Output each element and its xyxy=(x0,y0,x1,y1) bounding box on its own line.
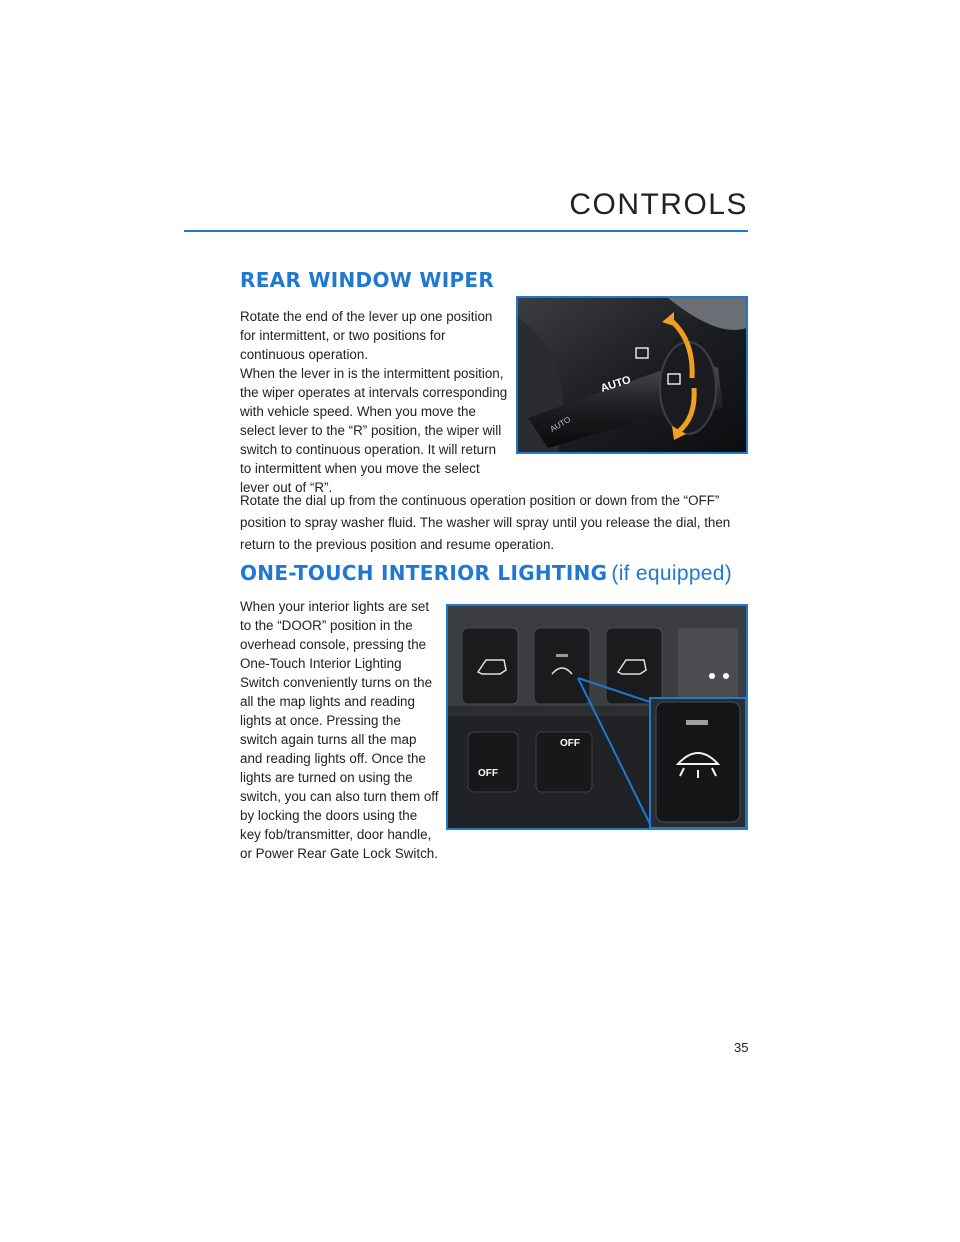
rear-wiper-heading: REAR WINDOW WIPER xyxy=(240,268,495,292)
lighting-switch-photo xyxy=(446,604,748,830)
auto-side-label: AUTO xyxy=(548,414,573,434)
rear-wiper-paragraph-3: Rotate the dial up from the continuous operation position or down from the “OFF” position to spray washer fluid. The washer will spray until you release the dial, then return to the previous position and resume operation. xyxy=(240,493,731,552)
rear-wiper-paragraph-2: When the lever in is the intermittent position, the wiper operates at intervals corresponding with vehicle speed. When you move the select lever to the “R” position, the wiper will switch to continuous operation. It will return to intermittent when you move the select lever out of “R”. xyxy=(240,366,508,495)
indicator-lamp-icon xyxy=(686,720,708,725)
section-header: CONTROLS xyxy=(569,188,748,221)
lighting-switch-illustration xyxy=(448,606,746,828)
rear-wiper-paragraph-1: Rotate the end of the lever up one position for intermittent, or two positions for continuous operation. xyxy=(240,309,493,362)
wiper-lever-photo xyxy=(516,296,748,454)
page-number: 35 xyxy=(734,1040,749,1055)
interior-lighting-heading: ONE-TOUCH INTERIOR LIGHTING (if equipped) xyxy=(240,561,733,585)
interior-lighting-paragraph: When your interior lights are set to the “DOOR” position in the overhead console, pressing the One-Touch Interior Lighting Switch conveniently turns on the all the map lights and reading lights at once. Pressing the switch again turns all the map and reading lights off. Once the lights are turned on using the switch, you can also turn them off by locking the doors using the key fob/transmitter, door handle, or Power Rear Gate Lock Switch. xyxy=(240,599,439,861)
auto-label: AUTO xyxy=(599,373,633,395)
vdc-off-label: OFF xyxy=(478,768,498,779)
rab-off-label: OFF xyxy=(560,738,580,749)
header-rule xyxy=(184,230,748,232)
wiper-lever-illustration xyxy=(518,298,746,452)
